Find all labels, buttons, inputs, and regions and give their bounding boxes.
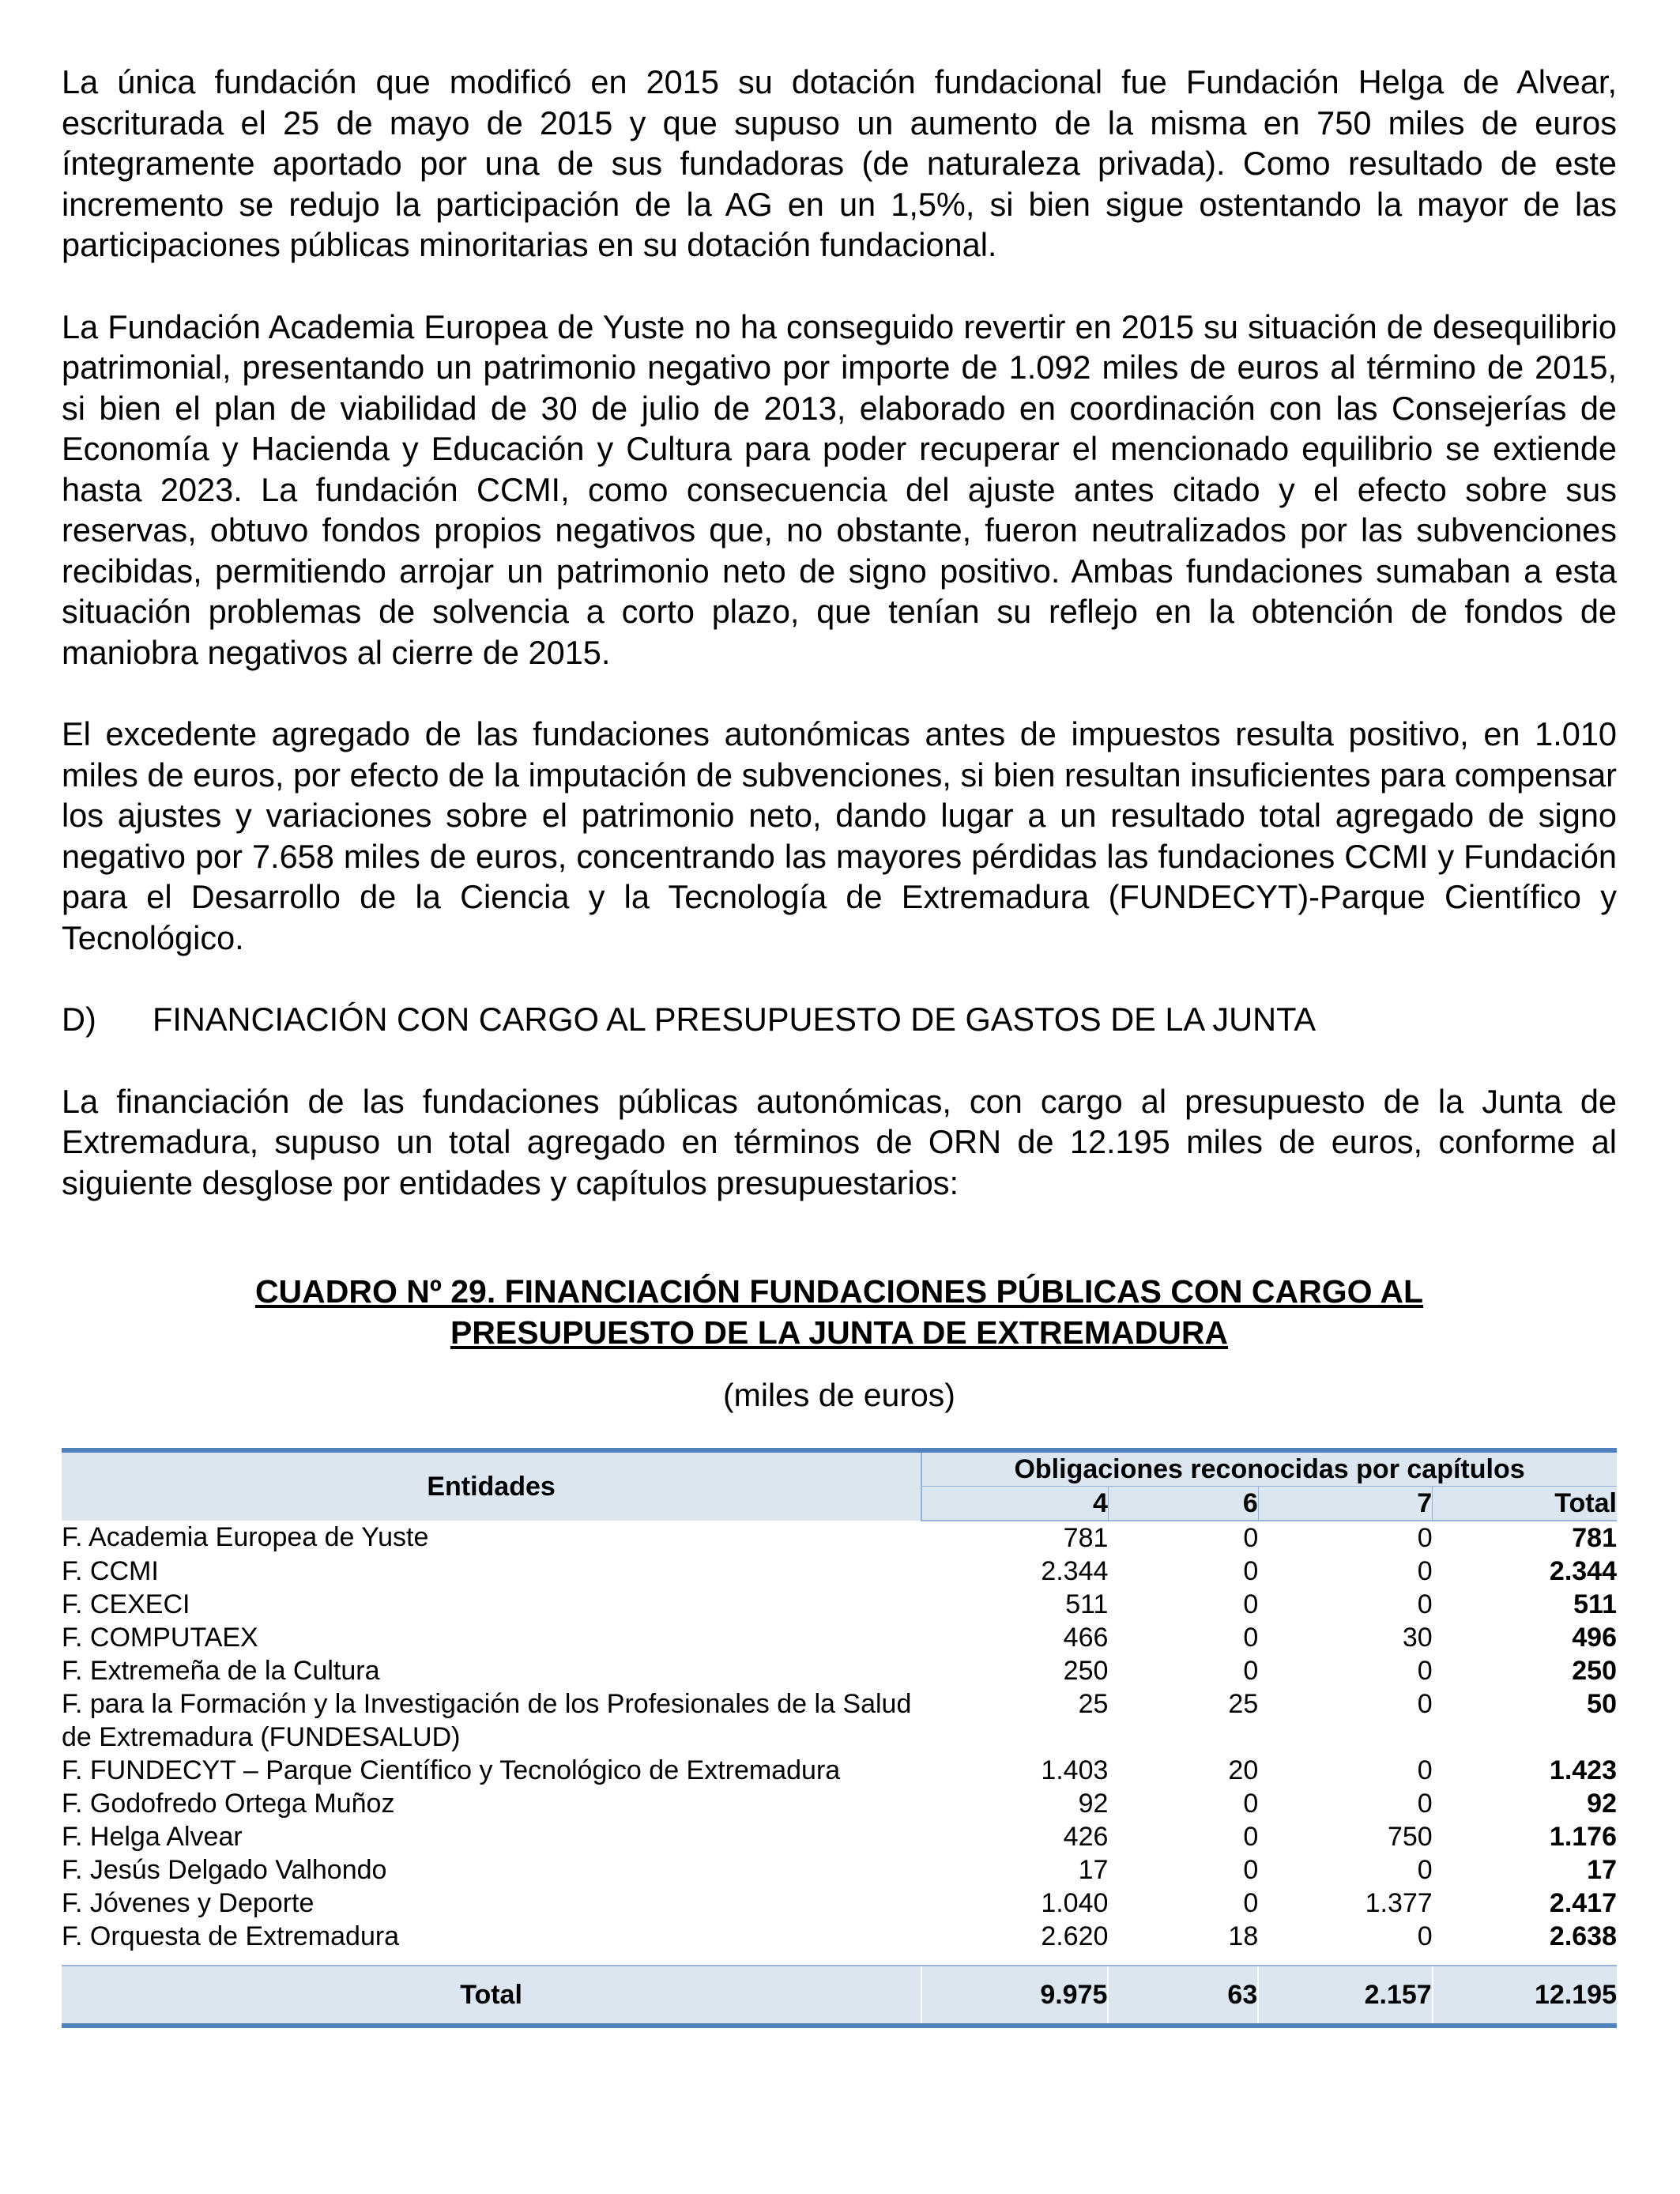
paragraph-1: La única fundación que modificó en 2015 su dotación fundacional fue Fundación Helga de Alvear, escriturada el 25 de mayo de 2015 y que supuso un aumento de la misma en 750 miles de euros íntegramente aportado por una de sus fundadoras (de naturaleza privada). Como resultado de este incremento se redujo la participación de la AG en un 1,5%, si bien sigue ostentando la mayor de las participaciones públicas minoritarias en su dotación fundacional. [62, 63, 1617, 263]
total-value: 1.423 [1549, 1755, 1617, 1785]
total-value: 17 [1587, 1855, 1617, 1885]
total-chapter-4: 9.975 [921, 1966, 1108, 2026]
chapter-6-value: 0 [1243, 1822, 1259, 1852]
table-caption-line-2: PRESUPUESTO DE LA JUNTA DE EXTREMADURA [450, 1314, 1229, 1351]
chapter-4-value: 17 [1078, 1855, 1109, 1885]
chapter-7-value: 0 [1417, 1556, 1433, 1586]
paragraph-4: La financiación de las fundaciones públicas autonómicas, con cargo al presupuesto de la Junta de Extremadura, supuso un total agregado en términos de ORN de 12.195 miles de euros, conforme al siguiente desglose por entidades y capítulos presupuestarios: [62, 1082, 1617, 1201]
chapter-6-value: 0 [1243, 1556, 1259, 1586]
total-label: Total [62, 1966, 921, 2026]
total-value: 2.344 [1549, 1556, 1617, 1586]
table-row [62, 1887, 1617, 1920]
chapter-6-value: 0 [1243, 1623, 1259, 1653]
chapter-7-value: 0 [1417, 1523, 1433, 1553]
chapter-7-value: 30 [1402, 1623, 1433, 1653]
chapter-4-value: 250 [1063, 1656, 1109, 1686]
financing-table [62, 1448, 1617, 2028]
entity-name: F. para la Formación y la Investigación de los Profesionales de la Salud de Extremadura (FUNDESALUD) [62, 1689, 912, 1752]
table-row [62, 1588, 1617, 1621]
entity-name: F. COMPUTAEX [62, 1623, 258, 1653]
chapter-7-value: 0 [1417, 1755, 1433, 1785]
chapter-6-value: 0 [1243, 1888, 1259, 1918]
table-row [62, 1555, 1617, 1588]
entity-name: F. Godofredo Ortega Muñoz [62, 1789, 395, 1819]
section-heading [62, 999, 1617, 1040]
chapter-7-value: 0 [1417, 1589, 1433, 1619]
chapter-7-value: 750 [1387, 1822, 1433, 1852]
header-entities: Entidades [62, 1450, 921, 1521]
table-row [62, 1687, 1617, 1754]
chapter-4-value: 781 [1063, 1523, 1109, 1553]
total-chapter-7: 2.157 [1258, 1966, 1432, 2026]
table-row [62, 1621, 1617, 1654]
chapter-4-value: 466 [1063, 1623, 1109, 1653]
total-value: 511 [1573, 1589, 1617, 1619]
grand-total: 12.195 [1433, 1966, 1617, 2026]
table-row [62, 1521, 1617, 1555]
table-units: (miles de euros) [723, 1377, 955, 1413]
header-obligations: Obligaciones reconocidas por capítulos [921, 1450, 1617, 1487]
document-page [62, 62, 1617, 2028]
entity-name: F. CEXECI [62, 1589, 190, 1619]
entity-name: F. CCMI [62, 1556, 159, 1586]
chapter-6-value: 0 [1243, 1789, 1259, 1819]
chapter-4-value: 1.040 [1041, 1888, 1109, 1918]
total-value: 250 [1572, 1656, 1617, 1686]
header-chapter-6: 6 [1108, 1487, 1258, 1521]
chapter-4-value: 426 [1063, 1822, 1109, 1852]
chapter-6-value: 0 [1243, 1523, 1259, 1553]
total-value: 2.417 [1549, 1888, 1617, 1918]
total-chapter-6: 63 [1108, 1966, 1258, 2026]
chapter-6-value: 0 [1243, 1656, 1259, 1686]
table-row [62, 1920, 1617, 1953]
total-value: 92 [1587, 1789, 1617, 1819]
total-value: 1.176 [1549, 1822, 1617, 1852]
chapter-4-value: 1.403 [1041, 1755, 1109, 1785]
chapter-6-value: 0 [1243, 1855, 1259, 1885]
table-row [62, 1853, 1617, 1887]
chapter-6-value: 18 [1228, 1921, 1259, 1951]
table-row [62, 1654, 1617, 1687]
chapter-4-value: 2.344 [1041, 1556, 1109, 1586]
chapter-7-value: 0 [1417, 1689, 1433, 1719]
chapter-6-value: 0 [1243, 1589, 1259, 1619]
chapter-7-value: 0 [1417, 1789, 1433, 1819]
total-value: 496 [1572, 1623, 1617, 1653]
entity-name: F. Academia Europea de Yuste [62, 1522, 429, 1552]
chapter-4-value: 25 [1078, 1689, 1109, 1719]
total-row [62, 1966, 1617, 2026]
chapter-7-value: 0 [1417, 1656, 1433, 1686]
chapter-4-value: 511 [1065, 1589, 1109, 1619]
header-chapter-7: 7 [1258, 1487, 1432, 1521]
paragraph-2: La Fundación Academia Europea de Yuste no ha conseguido revertir en 2015 su situación de desequilibrio patrimonial, presentando un patrimonio negativo por importe de 1.092 miles de euros al término de 2015, si bien el plan de viabilidad de 30 de julio de 2013, elaborado en coordinación con las Consejerías de Economía y Hacienda y Educación y Cultura para poder recuperar el mencionado equilibrio se extiende hasta 2023. La fundación CCMI, como consecuencia del ajuste antes citado y el efecto sobre sus reservas, obtuvo fondos propios negativos que, no obstante, fueron neutralizados por las subvenciones recibidas, permitiendo arrojar un patrimonio neto de signo positivo. Ambas fundaciones sumaban a esta situación problemas de solvencia a corto plazo, que tenían su reflejo en la obtención de fondos de maniobra negativos al cierre de 2015. [62, 307, 1617, 671]
header-total: Total [1433, 1487, 1617, 1521]
table-row [62, 1820, 1617, 1853]
entity-name: F. Helga Alvear [62, 1822, 243, 1852]
chapter-6-value: 20 [1228, 1755, 1259, 1785]
header-chapter-4: 4 [921, 1487, 1108, 1521]
entity-name: F. FUNDECYT – Parque Científico y Tecnológico de Extremadura [62, 1755, 841, 1785]
section-heading-letter: D) [62, 1001, 96, 1038]
chapter-7-value: 1.377 [1365, 1888, 1433, 1918]
chapter-7-value: 0 [1417, 1921, 1433, 1951]
chapter-4-value: 92 [1078, 1789, 1109, 1819]
table-caption-line-1: CUADRO Nº 29. FINANCIACIÓN FUNDACIONES PÚBLICAS CON CARGO AL [254, 1273, 1424, 1310]
chapter-4-value: 2.620 [1041, 1921, 1109, 1951]
total-value: 781 [1572, 1523, 1617, 1553]
table-row [62, 1787, 1617, 1820]
section-heading-text: FINANCIACIÓN CON CARGO AL PRESUPUESTO DE GASTOS DE LA JUNTA [153, 1001, 1317, 1038]
entity-name: F. Jesús Delgado Valhondo [62, 1855, 387, 1885]
total-value: 2.638 [1549, 1921, 1617, 1951]
chapter-7-value: 0 [1417, 1855, 1433, 1885]
chapter-6-value: 25 [1228, 1689, 1259, 1719]
entity-name: F. Jóvenes y Deporte [62, 1888, 315, 1918]
entity-name: F. Orquesta de Extremadura [62, 1921, 400, 1951]
total-value: 50 [1587, 1689, 1617, 1719]
entity-name: F. Extremeña de la Cultura [62, 1656, 380, 1686]
table-row [62, 1754, 1617, 1787]
paragraph-3: El excedente agregado de las fundaciones autonómicas antes de impuestos resulta positivo, en 1.010 miles de euros, por efecto de la imputación de subvenciones, si bien resultan insuficientes para compensar los ajustes y variaciones sobre el patrimonio neto, dando lugar a un resultado total agregado de signo negativo por 7.658 miles de euros, concentrando las mayores pérdidas las fundaciones CCMI y Fundación para el Desarrollo de la Ciencia y la Tecnología de Extremadura (FUNDECYT)-Parque Científico y Tecnológico. [62, 715, 1617, 956]
